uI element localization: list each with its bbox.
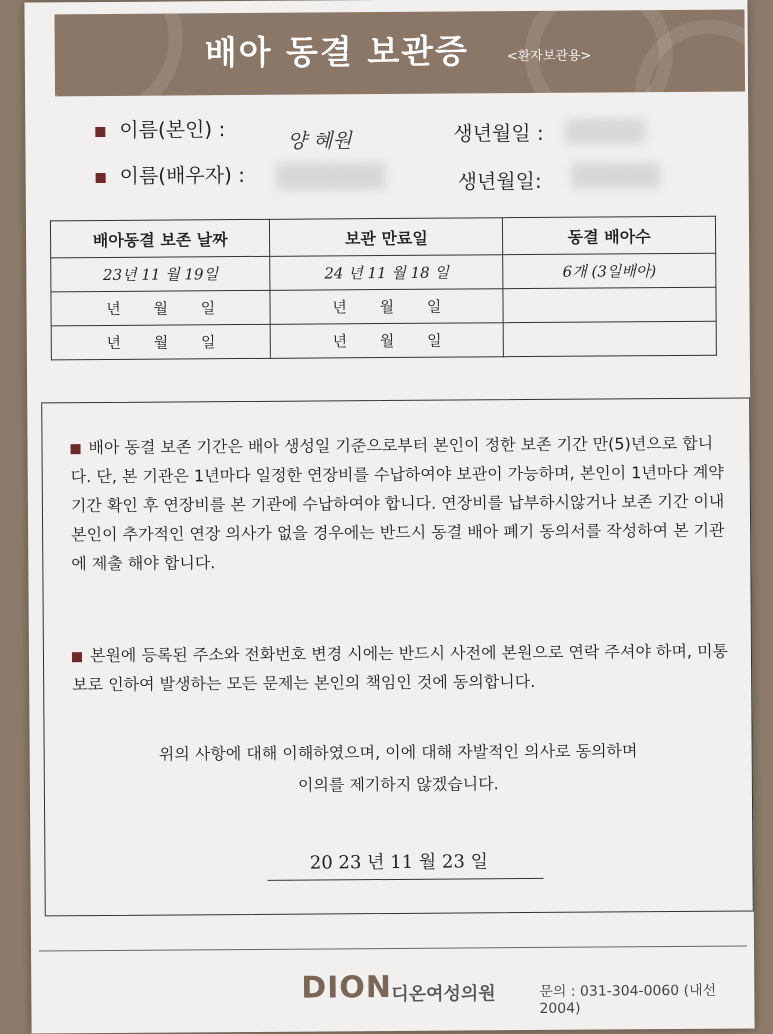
table-row [51,287,716,326]
header-freeze-date: 배아동결 보존 날짜 [50,219,270,258]
footer-divider [39,946,747,952]
expiry-date-cell: 년 월 일 [271,323,504,359]
clinic-logo: DION [301,969,393,1006]
notice-paragraph-2: 본원에 등록된 주소와 전화번호 변경 시에는 반드시 사전에 본원으로 연락 주셔야 하며, 미통보로 인하여 발생하는 모든 문제는 본인의 책임인 것에 동의합니다. [72,641,729,695]
redacted-birthdate-spouse [571,162,661,189]
name-self-value: 양 혜원 [287,128,352,153]
table-header-row [50,216,715,258]
name-spouse-row [96,159,246,189]
header-embryo-count: 동결 배아수 [503,216,716,254]
notice-box [41,397,754,916]
signature-date: 20 23 년 11 월 23 일 [309,851,489,874]
freeze-date-cell: 년 월 일 [51,324,271,360]
header-banner [54,10,745,97]
birth-label-self: 생년월일 : [453,120,544,146]
birth-label-spouse: 생년월일: [457,168,542,194]
table-row [51,321,716,360]
storage-certificate [24,0,754,1034]
name-spouse-label: 이름(배우자) : [119,163,246,188]
bullet-icon [70,444,80,454]
document-title: 배아 동결 보관증 [204,31,470,73]
bullet-icon [95,126,105,136]
name-self-label: 이름(본인) : [119,117,226,142]
bullet-icon [72,652,82,662]
clinic-name: 디온여성의원 [391,983,496,1005]
embryo-count-cell [503,321,716,356]
redacted-birthdate-self [565,118,645,145]
expiry-date-cell: 24 년 11 월 18 일 [270,255,503,291]
document-subtitle: <환자보관용> [506,48,592,65]
redacted-spouse-name [276,162,386,191]
header-expiry-date: 보관 만료일 [270,218,503,257]
table-row [51,253,716,292]
clinic-contact: 문의 : 031-304-0060 (내선2004) [539,982,717,1017]
notice-paragraph-1: 배아 동결 보존 기간은 배아 생성일 기준으로부터 본인이 정한 보존 기간 만(5)년으로 합니다. 단, 본 기관은 1년마다 일정한 연장비를 수납하여야 보관이 가능하며, 본인이 1년마다 계약 기간 확인 후 연장비를 본 기관에 수납하여야 합니다. 연장비를 납부하시않거나 보존 기간 이내 본인이 추가적인 연장 의사가 없을 경우에는 반드시 동결 배아 폐기 동의서를 작성하여 본 기관에 제출 해야 합니다. [70,433,725,574]
bullet-icon [96,172,106,182]
storage-table [50,216,717,361]
expiry-date-cell: 년 월 일 [270,289,503,325]
date-underline [268,878,544,881]
embryo-count-cell [503,287,716,322]
name-self-row [95,113,225,143]
freeze-date-cell: 년 월 일 [51,290,271,326]
consent-line-1: 위의 사항에 대해 이해하였으며, 이에 대해 자발적인 의사로 동의하며 [158,741,638,764]
consent-line-2: 이의를 제기하지 않겠습니다. [297,774,499,795]
embryo-count-cell: 6개 (3일배아) [503,253,716,288]
freeze-date-cell: 23년 11 월 19일 [51,256,271,292]
